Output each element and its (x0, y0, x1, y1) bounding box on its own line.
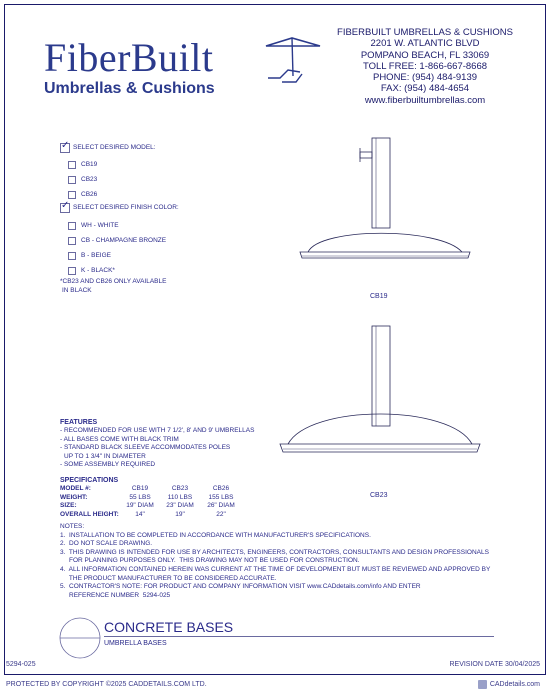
footnote-line-1: *CB23 AND CB26 ONLY AVAILABLE (60, 278, 167, 285)
spec-label: MODEL #: (60, 485, 91, 492)
color-option-beige[interactable] (68, 248, 240, 263)
spec-value: CB26 (212, 485, 230, 492)
feature-item: - SOME ASSEMBLY REQUIRED (60, 461, 156, 468)
feature-item: - STANDARD BLACK SLEEVE ACCOMMODATES POLES (60, 444, 231, 451)
note-item: 5. CONTRACTOR'S NOTE: FOR PRODUCT AND COMPANY INFORMATION VISIT www.CADdetails.com/info AND ENTER (60, 583, 421, 591)
feature-item: - ALL BASES COME WITH BLACK TRIM (60, 435, 179, 443)
spec-row-weight (60, 494, 260, 503)
caddetails-logo-icon (478, 680, 487, 689)
color-select-heading (60, 200, 240, 215)
address-line-2: POMPANO BEACH, FL 33069 (360, 49, 490, 61)
note-item: 4. ALL INFORMATION CONTAINED HEREIN WAS CURRENT AT THE TIME OF DEVELOPMENT BUT MUST BE REVIEWED AND APPROVED BY (60, 565, 491, 573)
checkbox-icon[interactable] (68, 176, 76, 184)
logo-tagline: Umbrellas & Cushions (44, 80, 215, 97)
spec-value: 14" (135, 510, 145, 518)
spec-value: 23" DIAM (166, 502, 194, 509)
specifications-heading: SPECIFICATIONS (60, 477, 119, 484)
option-label: B - BEIGE (81, 252, 111, 259)
spec-value: CB23 (171, 485, 189, 492)
spec-label: WEIGHT: (60, 493, 88, 501)
reference-number: 5294-025 (6, 661, 36, 668)
drawing-subtitle: UMBRELLA BASES (104, 640, 167, 647)
spec-value: 19" DIAM (126, 502, 154, 509)
option-label: CB26 (81, 191, 98, 198)
option-label: CB19 (81, 161, 98, 168)
contact-block (330, 27, 520, 106)
option-label: K - BLACK* (81, 267, 115, 274)
color-option-white[interactable] (68, 218, 240, 233)
checkbox-icon[interactable] (68, 222, 76, 230)
address-line-1: 2201 W. ATLANTIC BLVD (370, 38, 480, 50)
note-item: 3. THIS DRAWING IS INTENDED FOR USE BY ARCHITECTS, ENGINEERS, CONTRACTORS, CONSULTANTS AND DESIGN PROFESSIONALS (60, 548, 489, 556)
spec-value: 26" DIAM (207, 502, 235, 509)
caddetails-brand (478, 680, 540, 689)
note-item: REFERENCE NUMBER 5294-025 (60, 591, 171, 599)
spec-row-size (60, 502, 260, 511)
fax: FAX: (954) 484-4654 (380, 83, 470, 95)
color-select-label: SELECT DESIRED FINISH COLOR: (73, 204, 179, 211)
spec-value: 22" (216, 510, 226, 518)
feature-item: - RECOMMENDED FOR USE WITH 7 1/2', 8' AND 9' UMBRELLAS (60, 427, 255, 434)
spec-value: 55 LBS (129, 493, 151, 501)
umbrella-logo-icon (262, 36, 324, 84)
spec-value: 155 LBS (208, 493, 234, 501)
checked-checkbox-icon[interactable] (60, 143, 70, 153)
spec-row-overall-height (60, 511, 260, 520)
note-item: FOR PLANNING PURPOSES ONLY. THIS DRAWING MAY NOT BE USED FOR CONSTRUCTION. (60, 557, 360, 565)
spec-label: OVERALL HEIGHT: (60, 510, 119, 518)
checked-checkbox-icon[interactable] (60, 203, 70, 213)
spec-row-model (60, 485, 260, 494)
features-section (60, 418, 320, 470)
base-drawing-cb19 (290, 132, 480, 272)
spec-value: CB19 (131, 485, 149, 492)
specifications-section (60, 476, 260, 519)
title-block (104, 618, 494, 649)
color-footnote (60, 278, 240, 295)
company-name: FIBERBUILT UMBRELLAS & CUSHIONS (337, 27, 513, 38)
checkbox-icon[interactable] (68, 191, 76, 199)
checkbox-icon[interactable] (68, 237, 76, 245)
checkbox-icon[interactable] (68, 267, 76, 275)
phone: PHONE: (954) 484-9139 (372, 72, 478, 84)
notes-section (60, 523, 530, 600)
drawing-title: CONCRETE BASES (104, 619, 234, 635)
copyright-notice: PROTECTED BY COPYRIGHT ©2025 CADDETAILS.COM LTD. (6, 681, 207, 688)
model-option-cb19[interactable] (68, 157, 210, 172)
logo-wordmark: FiberBuilt (44, 35, 214, 80)
spec-label: SIZE: (60, 502, 77, 509)
option-label: WH - WHITE (81, 222, 119, 229)
website-link[interactable]: www.fiberbuiltumbrellas.com (364, 94, 486, 106)
spec-value: 19" (175, 510, 185, 518)
note-item: THE PRODUCT MANUFACTURER TO BE CONSIDERED ACCURATE. (60, 574, 277, 582)
notes-heading: NOTES: (60, 523, 85, 530)
title-circle-icon (58, 616, 102, 660)
model-select-label: SELECT DESIRED MODEL: (73, 144, 156, 151)
model-select-group (60, 140, 210, 202)
logo (44, 35, 222, 98)
caddetails-brand-label: CADdetails.com (489, 681, 540, 688)
checkbox-icon[interactable] (68, 161, 76, 169)
drawing-caption-cb19: CB19 (370, 293, 388, 300)
revision-date: REVISION DATE 30/04/2025 (449, 661, 540, 668)
checkbox-icon[interactable] (68, 252, 76, 260)
note-item: 2. DO NOT SCALE DRAWING. (60, 540, 153, 548)
footnote-line-2: IN BLACK (62, 286, 92, 294)
model-select-heading (60, 140, 210, 155)
option-label: CB23 (81, 176, 98, 183)
color-option-black[interactable] (68, 263, 240, 278)
option-label: CB - CHAMPAGNE BRONZE (81, 237, 167, 244)
note-item: 1. INSTALLATION TO BE COMPLETED IN ACCORDANCE WITH MANUFACTURER'S SPECIFICATIONS. (60, 531, 371, 539)
color-select-group (60, 200, 240, 295)
toll-free-phone: TOLL FREE: 1-866-667-8668 (362, 60, 488, 72)
features-heading: FEATURES (60, 419, 98, 426)
model-option-cb23[interactable] (68, 172, 210, 187)
drawing-caption-cb23: CB23 (370, 492, 388, 499)
feature-item: UP TO 1 3/4" IN DIAMETER (64, 452, 146, 460)
title-divider (104, 636, 494, 637)
color-option-champagne-bronze[interactable] (68, 233, 240, 248)
spec-value: 110 LBS (167, 493, 193, 501)
